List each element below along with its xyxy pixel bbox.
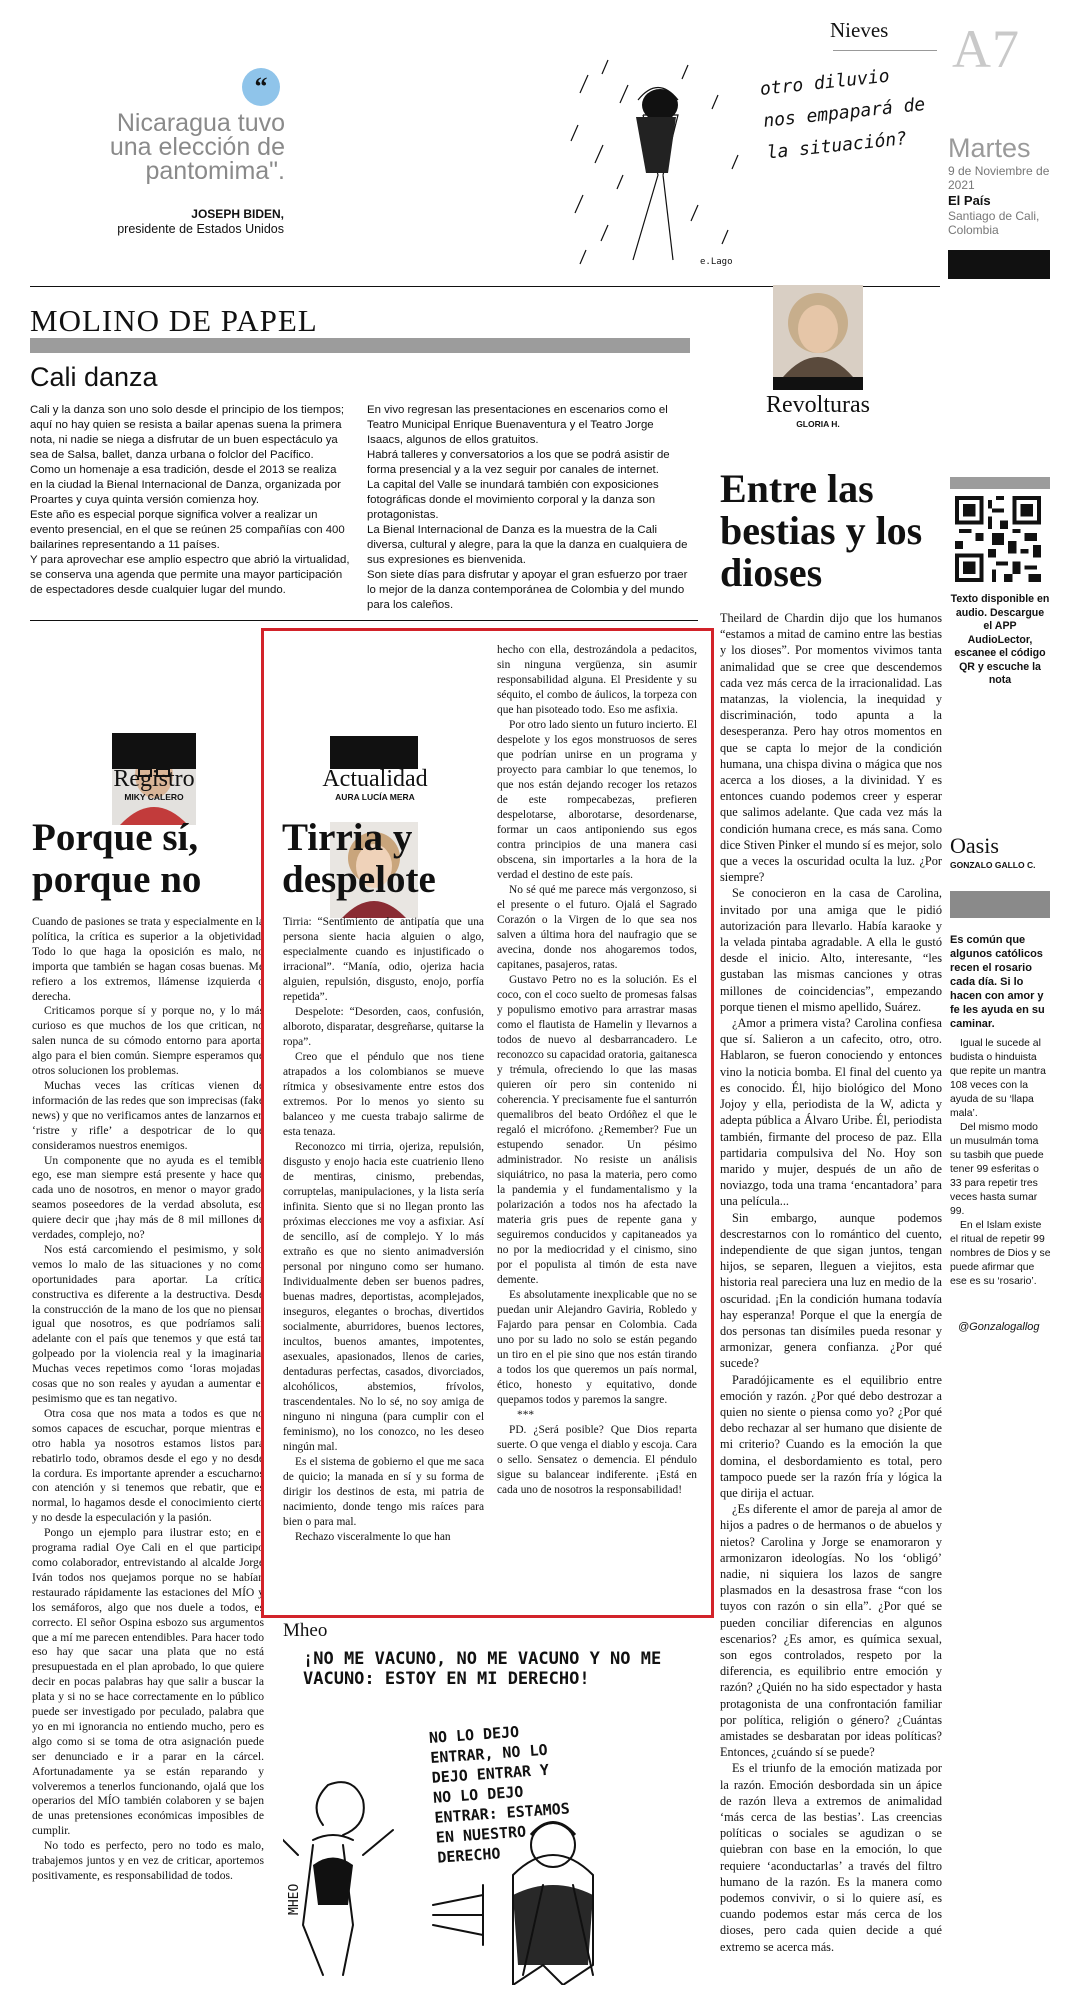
author-photo-bar (330, 736, 418, 769)
actualidad-paragraph: Por otro lado siento un futuro incierto. El despelote y los egos monstruosos de seres que podrían unirse en un programa y proyecto para cambiar lo que tenemos, lo que nos están dejando recoger los retazos de este rompecabezas, prefieren despelotarse, alborotarse, desordenarse, formar un caos antiponiendo sus egos contra principios de una manera casi obscena, sin importarles a la hora de la verdad el destino de este país. (497, 719, 697, 881)
actualidad-paragraph: Creo que el péndulo que nos tiene atrapados a los colombianos se mueve rítmica y obsesivamente entre estos dos extremos. Por lo menos yo siento su balanceo y me cuesta trabajo salirme de esta tenaza. (283, 1051, 484, 1138)
cartoon-label-mheo: Mheo (283, 1620, 328, 1641)
header-rule (833, 50, 937, 51)
actualidad-paragraph: Gustavo Petro no es la solución. Es el coco, con el coco suelto de promesas falsas y populismo emotivo para arrastrar masas como el flautista de Hamelin y llevarnos a todos de nuevo al desbarrancadero. Le reconozco su capacidad oratoria, gaitanesca y trémula, ofreciendo lo que las masas quieren oír pero sin contenido ni coherencia. Y precisamente fue el santurrón quemalibros del beato Ordóñez el que le regaló el micrófono. ¿Remember? Fue un estupendo senador. Un pésimo administrador. No resiste un análisis siquiátrico, no pasa la materia, pero como la pandemia y el fundamentalismo y la polarización a todos nos ha afectado la materia gris pues de repente gana y seguiremos conducidos y capitaneados ya no por la mediocridad y el cinismo, sino por el populista al timón de esta nave demente. (497, 974, 697, 1286)
revolturas-paragraph: Paradójicamente es el equilibrio entre emoción y razón. ¿Por qué debo destrozar a quien no siente o piensa como yo? ¿Por qué debo rechazar al ser humano que disiente de mi criterio? Cuando es la emoción la que domina, el desbordamiento es total, pero tampoco puede ser la razón fría y lógica la que dirija el actuar. (720, 1372, 942, 1500)
molino-col2-p: En vivo regresan las presentaciones en escenarios como el Teatro Municipal Enrique Buenaventura y el Teatro Jorge Isaacs, algunos de ellos gratuitos. (367, 404, 668, 446)
registro-paragraph: Criticamos porque sí y porque no, y lo más curioso es que muchos de los que critican, no salen nunca de su cómodo entorno para aportar algo para el bien común. Siempre esperamos que otros solucionen los problemas. (32, 1004, 264, 1078)
molino-col2-p: Habrá talleres y conversatorios a los que se podrá asistir de forma presencial y a la vez seguir por canales de internet. (367, 449, 670, 476)
author-name-gloria: GLORIA H. (796, 419, 840, 429)
registro-paragraph: Pongo un ejemplo para ilustrar esto; en el programa radial Oye Cali en el que participo como colaborador, entrevistando al alcalde Jorge Iván todos nos quejamos porque no se habían restaurado rápidamente las estaciones del MÍO y los semáforos, algo que nos duele a todos, es correcto. El señor Ospina esbozo sus argumentos que a mí me parecen entendibles. Para hacer todo eso hay que sacar una plata que no está presupuestada en el plan aprobado, lo que quiere decir en pocas palabras hay que salir a buscar la plata y si no se hace correctamente en lo público puede ser investigado por peculado, palabra que yo en mi ignorancia no entiendo mucho, pero es algo como si se toma de otra asignación puede ser denunciado e ir a parar en la cárcel. Afortunadamente ya se están reparando y volveremos a tenerlos funcionando, ojalá que los operarios del MÍO también colaboren y se bajen de unas pretensiones económicas imposibles de cumplir. (32, 1526, 264, 1838)
author-name-aura: AURA LUCÍA MERA (335, 792, 415, 802)
quote-role: presidente de Estados Unidos (117, 222, 284, 236)
issue-day: Martes (948, 133, 1031, 163)
actualidad-paragraph: Rechazo visceralmente lo que han (295, 1531, 451, 1543)
column-name-revolturas: Revolturas (766, 392, 870, 418)
actualidad-paragraph: hecho con ella, destrozándola a pedacitos, sin ninguna vergüenza, sin asumir responsabilidad alguna. El Presidente y su séquito, el combo de áulicos, la torpeza con que han pisoteado todo. Eso me asfixia. (497, 644, 697, 716)
author-photo-gloria (773, 285, 863, 377)
cartoon-signature: e.Lago (700, 257, 733, 267)
column-name-registro: Registro (113, 766, 195, 792)
revolturas-paragraph: Se conocieron en la casa de Carolina, invitado por una amiga que le pidió autorización para llevarlo. Había karaoke y la velada pintaba agradable. A ella le gustó desde el inicio. Alto, interesante, “les gustaban las mismas canciones y otras millones de coincidencias”, empezando porque tienen el mismo apellido, Suárez. (720, 886, 942, 1014)
quote-icon: “ (242, 68, 280, 106)
top-cartoon (568, 55, 938, 277)
molino-col1 (30, 403, 352, 598)
revolturas-paragraph: Es el triunfo de la emoción matizada por la razón. Emoción desbordada sin un ápice de razón lleva a extremos de animalidad ‘más cerca de las bestias’. Las creencias políticas o sociales se agudizan o se quiebran con base en la emoción, lo que requiere ‘aconductarlas’ a través del filtro humano de la razón. Es la manera como podemos convivir, o si lo quiere así, es cuando podemos estar más cerca de los dioses, pero cada quien decide a qué extremo se acerca más. (720, 1761, 942, 1954)
actualidad-paragraph: No sé qué me parece más vergonzoso, si el presente o el futuro. Ojalá el Sagrado Corazón o la Virgen de lo que sea nos salven a última hora del naufragio que se avecina, donde nos ahogaremos todos, capitanes, pasajeros, ratas. (497, 884, 697, 971)
molino-col1-p: Cali y la danza son uno solo desde el principio de los tiempos; aquí no hay quien se resista a bailar apenas suena la primera nota, ni nadie se niega a disfrutar de un buen espectáculo ya sea de Salsa, ballet, danza urbana o folclor del Pacífico. (30, 404, 345, 461)
revolturas-paragraph: ¿Es diferente el amor de pareja al amor de hijos a padres o de hermanos o de abuelos y nietos? Carolina y Jorge se enamoraron y armonizaron ideologías. No los ‘obligó’ nadie, ni siquiera los lazos de sangre plasmados en la desastrosa frase “con los tuyos con razón o sin ella”. ¿Por qué se pueden conciliar diferencias en algunos escenarios? ¿Es amor, es química sexual, son egos controlados, respeto por la diferencia, es equilibrio entre emoción y razón? ¿Quién no ha sido espectador y hasta protagonista de una confrontación familiar por política, religión o género? ¿Cuántas amistades se desbaratan por ideas políticas? Entonces, ¿cuándo sí se puede? (720, 1502, 942, 1760)
registro-paragraph: Nos está carcomiendo el pesimismo, y solo vemos lo malo de las situaciones y no como oportunidades para aportar. La crítica constructiva es diferente a la destructiva. Desde la construcción de la mano de los que no piensan igual que nosotros, es que podríamos salir adelante con el país que tenemos y que está tan golpeado por la violencia real y la imaginaria. Muchas veces repetimos como ‘loras mojadas’ cosas que no son reales y ayudan a aumentar el pesimismo que es tan negativo. (32, 1242, 264, 1405)
section-label: Nieves (830, 18, 889, 42)
author-name-gonzalo: GONZALO GALLO C. (950, 860, 1036, 870)
mheo-signature: MHEO (287, 1883, 302, 1915)
author-photo-bar (112, 733, 196, 769)
mheo-speech-2: NO LO DEJO ENTRAR, NO LO DEJO ENTRAR Y NO LO DEJO ENTRAR: ESTAMOS EN NUESTRO DERECHO (428, 1722, 571, 1867)
revolturas-paragraph: Sin embargo, aunque podemos descrestarnos con lo romántico del cuento, independiente de que sigan juntos, tengan hijos, se separen, lleguen a viejitos, esta historia real pareciera una luz en medio de la oscuridad. ¡En la condición humana todavía hay esperanza! Porque el que la energía de dos personas tan disímiles pueda resonar y armonizar, genera confianza. ¿Por qué sucede? (720, 1210, 942, 1371)
molino-col1-p: Y para aprovechar ese amplio espectro que abrió la virtualidad, se conserva una agenda que permite una mayor participación de espectadores desde cualquier lugar del mundo. (30, 554, 350, 596)
molino-divider (30, 620, 698, 621)
city-name: Santiago de Cali, Colombia (948, 209, 1040, 237)
actualidad-col2 (497, 643, 697, 1605)
registro-paragraph: Muchas veces las críticas vienen de información de las redes que son imprecisas (fake news) y que no verificamos antes de lanzarnos en ‘ristre y rifle’ a despotricar de lo que consideramos nuestros enemigos. (32, 1078, 264, 1152)
column-name-oasis: Oasis (950, 833, 999, 858)
molino-col2 (367, 403, 692, 613)
mheo-speech-1: ¡NO ME VACUNO, NO ME VACUNO Y NO ME VACUNO: ESTOY EN MI DERECHO! (303, 1649, 662, 1689)
cartoon-caption: otro diluvio nos empapará de la situación? (758, 65, 927, 164)
quote-text: Nicaragua tuvo una elección de pantomima". (109, 109, 285, 185)
molino-section-title: MOLINO DE PAPEL (30, 303, 318, 338)
actualidad-paragraph: Reconozco mi tirria, ojeriza, repulsión, disgusto y enojo hacia este cuatrienio lleno de mentiras, cinismo, prebendas, corruptelas, manipulaciones, y la lista sería infinita. Siento que si no llegan pronto las próximas elecciones me voy a asfixiar. Así de sencillo, así de complejo. Y lo más extraño es que no siento animadversión personal por ninguno como ser humano. Individualmente deben ser buenos padres, buenas madres, deportistas, acomplejados, inseguros, elegantes o brochas, divertidos socialmente, aburridores, buenos lectores, incultos, buenos amantes, impotentes, asexuales, apasionados, llenos de caries, dentaduras perfectas, casados, divorciados, alcohólicos, abstemios, frívolos, trascendentales. No lo sé, no soy amiga de ninguno ni ninguna (para cumplir con el feminismo), no los conozco, no les deseo ningún mal. (283, 1141, 484, 1453)
author-photo-bar (773, 377, 863, 390)
revolturas-body (720, 610, 942, 1990)
qr-audio-text: Texto disponible en audio. Descargue el APP AudioLector, escanee el código QR y escuche la nota (950, 593, 1050, 686)
molino-col1-p: Este año es especial porque significa volver a realizar un evento presencial, en el que se reúnen 25 compañías con 400 bailarines representando a 11 países. (30, 509, 345, 551)
column-name-actualidad: Actualidad (322, 766, 428, 792)
oasis-body (950, 1037, 1052, 1287)
header-black-bar (948, 250, 1050, 279)
molino-col2-p: La capital del Valle se inundará también con exposiciones fotográficas donde el movimiento corporal y la danza son protagonistas. (367, 479, 659, 521)
registro-paragraph: Un componente que no ayuda es el temible ego, ese man siempre está presente y hace que cada uno de nosotros, en menor o mayor grado, seamos poseedores de la verdad absoluta, eso quiere decir que ¡hay más de 8 mil millones de verdades, complejo, no? (32, 1153, 264, 1242)
registro-body (32, 915, 264, 1990)
actualidad-separator: *** (517, 1409, 535, 1421)
mheo-cartoon (283, 1645, 703, 1985)
oasis-paragraph: Del mismo modo un musulmán toma su tasbih que puede tener 99 esferitas o 33 para repetir tres veces hasta sumar 99. (950, 1122, 1044, 1217)
actualidad-paragraph: Es absolutamente inexplicable que no se puedan unir Alejandro Gaviria, Robledo y Fajardo para pensar en Colombia. Cada uno por su lado no solo se están pegando un tiro en el pie sino que nos están tirando a todos los que queremos un país normal, ético, honesto y equitativo, donde quepamos todos y paremos la sangre. (497, 1289, 697, 1406)
author-name-miky: MIKY CALERO (124, 792, 184, 802)
qr-top-bar (950, 477, 1050, 489)
oasis-paragraph: En el Islam existe el ritual de repetir 99 nombres de Dios y se puede afirmar que ese es su ‘rosario’. (950, 1220, 1051, 1287)
page-number: A7 (952, 19, 1020, 79)
actualidad-col1 (283, 915, 484, 1605)
molino-col2-p: Son siete días para disfrutar y apoyar el gran esfuerzo por traer lo mejor de la danza contemporánea de Colombia y del mundo para los caleños. (367, 569, 688, 611)
registro-paragraph: Cuando de pasiones se trata y especialmente en la política, la crítica es superior a la objetividad. Todo lo que haga la oposición es malo, no importa que también se hagan cosas buenas. Me refiero a los extremos, llámense izquierda o derecha. (32, 915, 264, 1003)
oasis-handle[interactable]: @Gonzalogallog (958, 1321, 1040, 1333)
molino-title: Cali danza (30, 362, 158, 392)
actualidad-paragraph: Despelote: “Desorden, caos, confusión, alboroto, disparatar, desgreñarse, quitarse la ropa”. (283, 1006, 484, 1048)
revolturas-paragraph: ¿Amor a primera vista? Carolina confiesa que sí. Salieron a un cafecito, otro, otro. Hablaron, se fueron conociendo y entonces vino la noticia bomba. El final del cuento ya es conocido. Él, hijo biológico del Mono Jojoy y ella, periodista de la W, adicta y adepta pública a Álvaro Uribe. Él, periodista también, firmante del proceso de paz. Ella partidaria compulsiva del No. Hoy son marido y mujer, después de un año de noviazgo, toda una trama ‘encantadora’ para una película... (720, 1016, 942, 1209)
actualidad-paragraph: Tirria: “Sentimiento de antipatía que una persona siente hacia alguien o algo, especialmente cuando es injustificado o irracional”. “Manía, odio, ojeriza hacia alguien, repulsión, disgusto, enojo, porfía repetida”. (283, 916, 484, 1003)
oasis-paragraph: Igual le sucede al budista o hinduista que repite un mantra 108 veces con la ayuda de su ‘llapa mala’. (950, 1038, 1046, 1119)
registro-paragraph: Otra cosa que nos mata a todos es que no somos capaces de escuchar, porque mientras el otro habla ya nosotros estamos listos para rebatirlo todo, obramos desde el ego y no desde la cordura. Es importante aprender a escucharnos con atención y si tenemos que rebatir, que es normal, lo hagamos desde el conocimiento cierto y no desde la especulación y la pasión. (32, 1406, 264, 1525)
issue-date: 9 de Noviembre de 2021 (948, 164, 1050, 192)
quote-author: JOSEPH BIDEN, (191, 207, 284, 221)
qr-code-icon[interactable] (955, 496, 1041, 582)
molino-col1-p: Como un homenaje a esa tradición, desde el 2013 se realiza en la ciudad la Bienal Internacional de Danza, organizada por Proartes y cuya quinta versión comienza hoy. (30, 464, 341, 506)
oasis-lead: Es común que algunos católicos recen el rosario cada día. Si lo hacen con amor y fe les ayuda en su caminar. (950, 934, 1045, 1030)
molino-col2-p: La Bienal Internacional de Danza es la muestra de la Cali diversa, cultural y alegre, para la que la danza en cualquiera de sus expresiones es bienvenida. (367, 524, 688, 566)
oasis-gray-bar (950, 891, 1050, 918)
actualidad-paragraph: Es el sistema de gobierno el que me saca de quicio; la manada en sí y su forma de dirigir los destinos de esta, mi patria de nacimiento, donde tengo mis raíces para bien o para mal. (283, 1456, 484, 1528)
registro-title: Porque sí, porque no (32, 816, 202, 901)
registro-paragraph: No todo es perfecto, pero no todo es malo, trabajemos juntos y en vez de criticar, aportemos positivamente, es responsabilidad de todos. (32, 1839, 264, 1882)
actualidad-title: Tirria y despelote (282, 816, 436, 901)
revolturas-title: Entre las bestias y los dioses (720, 466, 923, 595)
actualidad-paragraph: PD. ¿Será posible? Que Dios reparta suerte. O que venga el diablo y escoja. Cara o sello. Sensatez o demencia. El péndulo sigue su balancear indiferente. ¡Está en cada uno de nosotros la responsabilidad! (497, 1424, 697, 1496)
molino-gray-bar (30, 338, 690, 353)
revolturas-paragraph: Theilard de Chardin dijo que los humanos “estamos a mitad de camino entre las bestias y los dioses”. Por momentos vivimos tanta animalidad que se cree que descendemos cada vez más cerca de la irracionalidad. Las matanzas, la violencia, la inequidad y discriminación, todo apunta a la desesperanza. Pero hay otros momentos en que se capta lo mejor de la condición humana, una chispa divina o mágica que nos acerca a los dioses, a la divinidad. Y es entonces cuando podemos creer y esperar que salimos adelante. Que cada vez más la condición humana crece, es más sana. Como dice Stiven Pinker el mundo sí es mejor, solo que a veces la oscuridad oculta la luz. ¿Por siempre? (720, 611, 942, 885)
paper-name: El País (948, 193, 991, 208)
